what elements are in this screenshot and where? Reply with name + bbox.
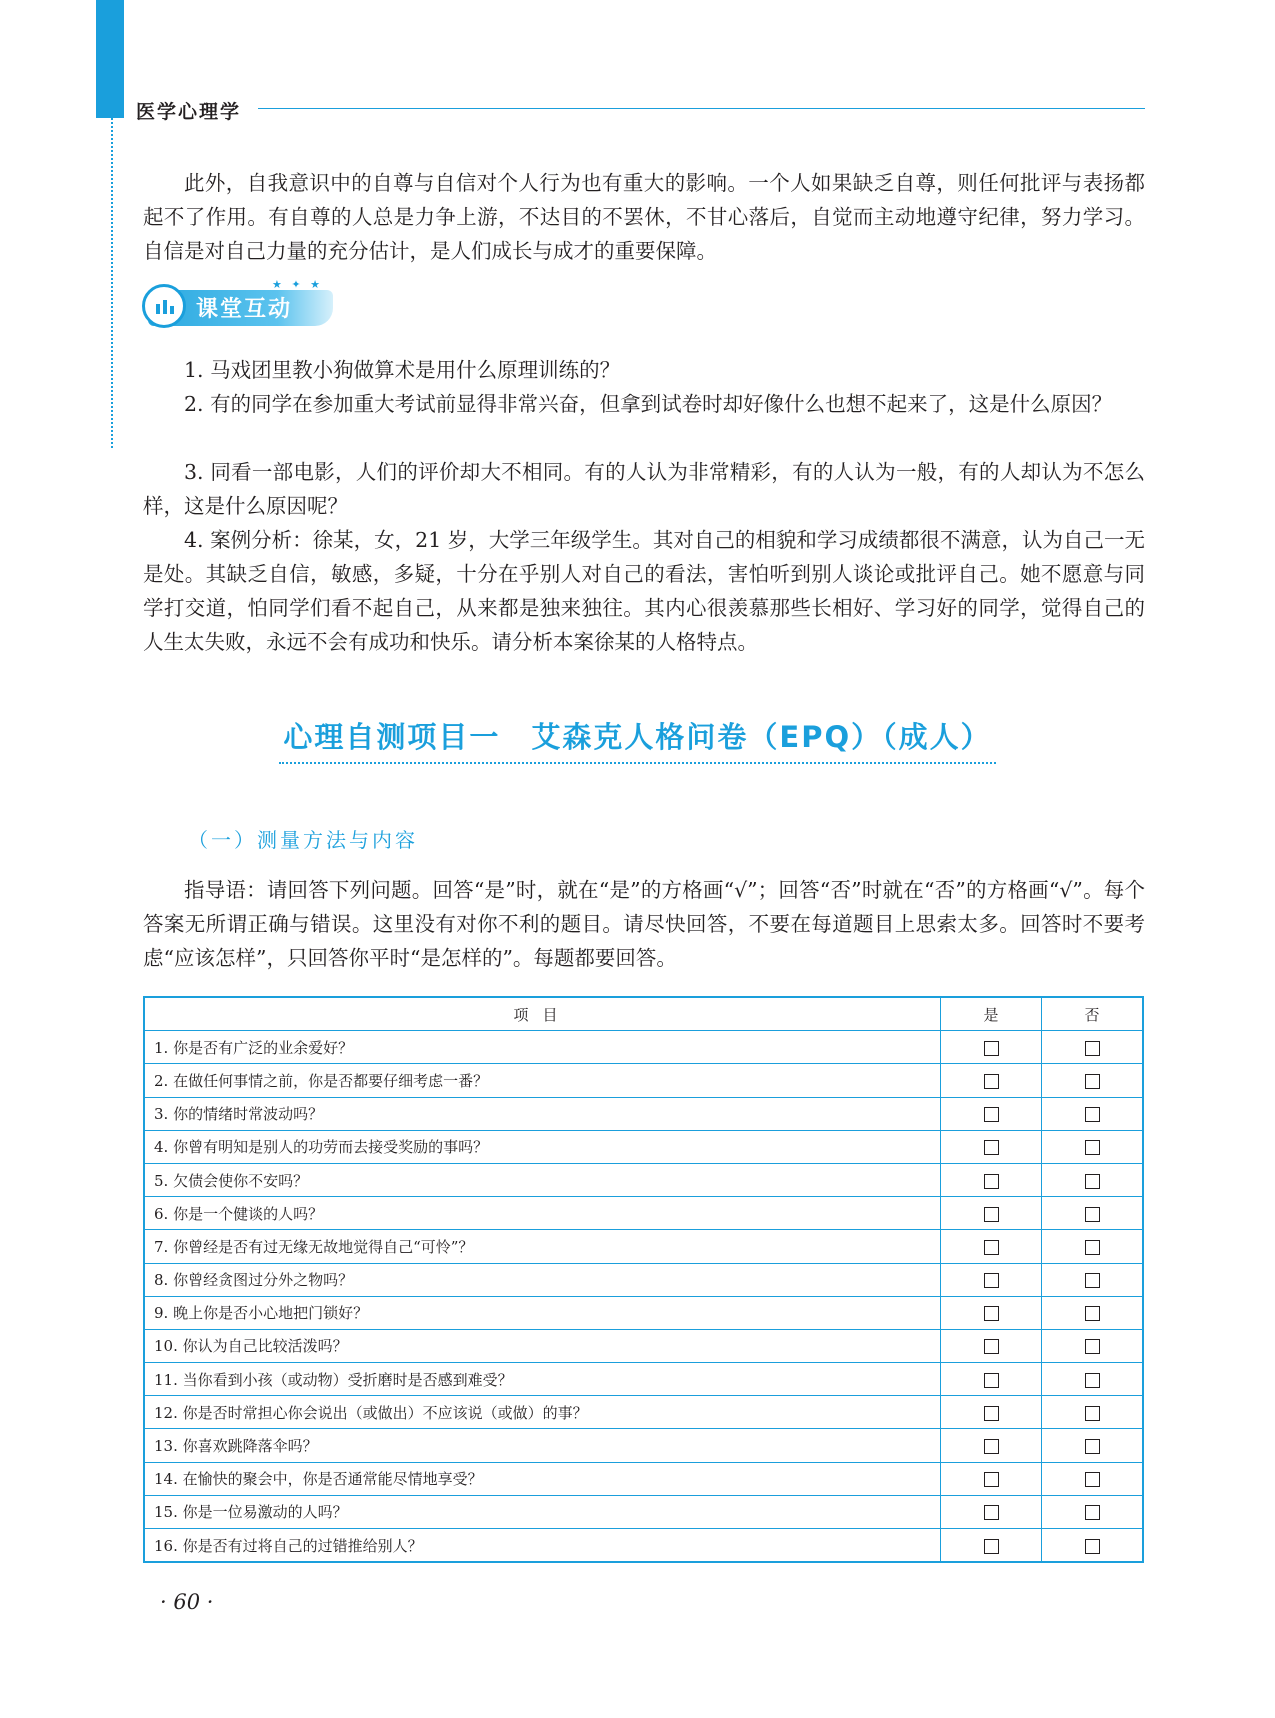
checkbox-yes[interactable] <box>984 1074 999 1089</box>
answer-cell-yes <box>941 1529 1042 1563</box>
answer-cell-yes <box>941 1097 1042 1130</box>
answer-cell-no <box>1042 1529 1144 1563</box>
answer-cell-no <box>1042 1031 1144 1064</box>
checkbox-yes[interactable] <box>984 1207 999 1222</box>
checkbox-no[interactable] <box>1085 1406 1100 1421</box>
checkbox-no[interactable] <box>1085 1373 1100 1388</box>
table-row <box>144 1163 1143 1196</box>
checkbox-yes[interactable] <box>984 1107 999 1122</box>
answer-cell-no <box>1042 1064 1144 1097</box>
checkbox-yes[interactable] <box>984 1472 999 1487</box>
checkbox-yes[interactable] <box>984 1439 999 1454</box>
answer-cell-no <box>1042 1329 1144 1362</box>
question-text: 3. 你的情绪时常波动吗？ <box>144 1097 941 1130</box>
answer-cell-yes <box>941 1296 1042 1329</box>
answer-cell-yes <box>941 1197 1042 1230</box>
side-dotted-line <box>111 118 113 448</box>
badge-label: 课堂互动 <box>196 297 293 322</box>
checkbox-no[interactable] <box>1085 1240 1100 1255</box>
table-row <box>144 1429 1143 1462</box>
checkbox-yes[interactable] <box>984 1373 999 1388</box>
answer-cell-yes <box>941 1329 1042 1362</box>
question-3: 3. 同看一部电影，人们的评价却大不相同。有的人认为非常精彩，有的人认为一般，有的人却认为不怎么样，这是什么原因呢？ <box>143 460 1145 518</box>
badge-icon-circle <box>142 284 186 328</box>
answer-cell-no <box>1042 1197 1144 1230</box>
question-text: 15. 你是一位易激动的人吗？ <box>144 1495 941 1528</box>
table-row <box>144 1363 1143 1396</box>
table-row <box>144 1097 1143 1130</box>
checkbox-yes[interactable] <box>984 1539 999 1554</box>
checkbox-yes[interactable] <box>984 1339 999 1354</box>
checkbox-no[interactable] <box>1085 1107 1100 1122</box>
page-number: · 60 · <box>160 1590 214 1614</box>
question-text: 14. 在愉快的聚会中，你是否通常能尽情地享受？ <box>144 1462 941 1495</box>
table-header-row <box>144 997 1143 1031</box>
table-row <box>144 1197 1143 1230</box>
answer-cell-no <box>1042 1462 1144 1495</box>
table-row <box>144 1296 1143 1329</box>
question-text: 7. 你曾经是否有过无缘无故地觉得自己“可怜”？ <box>144 1230 941 1263</box>
column-header-yes: 是 <box>941 997 1042 1031</box>
checkbox-no[interactable] <box>1085 1140 1100 1155</box>
column-header-no: 否 <box>1042 997 1144 1031</box>
question-text: 6. 你是一个健谈的人吗？ <box>144 1197 941 1230</box>
answer-cell-yes <box>941 1429 1042 1462</box>
table-row <box>144 1495 1143 1528</box>
answer-cell-no <box>1042 1263 1144 1296</box>
checkbox-yes[interactable] <box>984 1140 999 1155</box>
checkbox-no[interactable] <box>1085 1273 1100 1288</box>
checkbox-no[interactable] <box>1085 1041 1100 1056</box>
section-title <box>0 715 1275 764</box>
table-row <box>144 1329 1143 1362</box>
epq-questionnaire-table <box>143 996 1144 1563</box>
answer-cell-yes <box>941 1230 1042 1263</box>
checkbox-no[interactable] <box>1085 1174 1100 1189</box>
answer-cell-yes <box>941 1163 1042 1196</box>
question-text: 16. 你是否有过将自己的过错推给别人？ <box>144 1529 941 1563</box>
question-text: 1. 你是否有广泛的业余爱好？ <box>144 1031 941 1064</box>
column-header-item: 项目 <box>144 997 941 1031</box>
star-decoration-icon: ★ ✦ ★ <box>272 278 323 291</box>
answer-cell-no <box>1042 1495 1144 1528</box>
question-text: 10. 你认为自己比较活泼吗？ <box>144 1329 941 1362</box>
answer-cell-no <box>1042 1429 1144 1462</box>
question-1: 1. 马戏团里教小狗做算术是用什么原理训练的？ <box>184 358 621 382</box>
header-rule <box>258 108 1145 109</box>
answer-cell-yes <box>941 1396 1042 1429</box>
checkbox-no[interactable] <box>1085 1505 1100 1520</box>
answer-cell-no <box>1042 1396 1144 1429</box>
checkbox-yes[interactable] <box>984 1406 999 1421</box>
answer-cell-no <box>1042 1163 1144 1196</box>
question-text: 9. 晚上你是否小心地把门锁好？ <box>144 1296 941 1329</box>
table-row <box>144 1263 1143 1296</box>
table-row <box>144 1031 1143 1064</box>
table-row <box>144 1064 1143 1097</box>
checkbox-no[interactable] <box>1085 1207 1100 1222</box>
checkbox-yes[interactable] <box>984 1240 999 1255</box>
answer-cell-no <box>1042 1363 1144 1396</box>
table-body <box>144 1031 1143 1563</box>
answer-cell-no <box>1042 1130 1144 1163</box>
checkbox-yes[interactable] <box>984 1174 999 1189</box>
checkbox-yes[interactable] <box>984 1505 999 1520</box>
side-accent-bar <box>96 0 124 118</box>
answer-cell-no <box>1042 1296 1144 1329</box>
checkbox-no[interactable] <box>1085 1472 1100 1487</box>
table-row <box>144 1462 1143 1495</box>
answer-cell-yes <box>941 1130 1042 1163</box>
answer-cell-yes <box>941 1495 1042 1528</box>
running-header-title: 医学心理学 <box>136 101 242 123</box>
question-text: 2. 在做任何事情之前，你是否都要仔细考虑一番？ <box>144 1064 941 1097</box>
question-text: 13. 你喜欢跳降落伞吗？ <box>144 1429 941 1462</box>
table-row <box>144 1230 1143 1263</box>
checkbox-no[interactable] <box>1085 1306 1100 1321</box>
checkbox-yes[interactable] <box>984 1041 999 1056</box>
question-text: 5. 欠债会使你不安吗？ <box>144 1163 941 1196</box>
table-row <box>144 1130 1143 1163</box>
checkbox-no[interactable] <box>1085 1339 1100 1354</box>
answer-cell-yes <box>941 1462 1042 1495</box>
classroom-interaction-badge <box>142 278 342 332</box>
instructions-paragraph: 指导语：请回答下列问题。回答“是”时，就在“是”的方格画“√”；回答“否”时就在“否”的方格画“√”。每个答案无所谓正确与错误。这里没有对你不利的题目。请尽快回答，不要在每道题目上思索太多。回答时不要考虑“应该怎样”，只回答你平时“是怎样的”。每题都要回答。 <box>143 878 1145 970</box>
answer-cell-no <box>1042 1230 1144 1263</box>
answer-cell-yes <box>941 1031 1042 1064</box>
table-row <box>144 1396 1143 1429</box>
intro-paragraph: 此外，自我意识中的自尊与自信对个人行为也有重大的影响。一个人如果缺乏自尊，则任何批评与表扬都起不了作用。有自尊的人总是力争上游，不达目的不罢休，不甘心落后，自觉而主动地遵守纪律，努力学习。自信是对自己力量的充分估计，是人们成长与成才的重要保障。 <box>143 171 1145 263</box>
answer-cell-yes <box>941 1263 1042 1296</box>
question-2: 2. 有的同学在参加重大考试前显得非常兴奋，但拿到试卷时却好像什么也想不起来了，这是什么原因？ <box>184 392 1113 416</box>
question-text: 8. 你曾经贪图过分外之物吗？ <box>144 1263 941 1296</box>
checkbox-yes[interactable] <box>984 1306 999 1321</box>
checkbox-no[interactable] <box>1085 1439 1100 1454</box>
checkbox-yes[interactable] <box>984 1273 999 1288</box>
checkbox-no[interactable] <box>1085 1539 1100 1554</box>
answer-cell-yes <box>941 1064 1042 1097</box>
section-subtitle: （一）测量方法与内容 <box>188 828 418 852</box>
checkbox-no[interactable] <box>1085 1074 1100 1089</box>
section-title-text: 心理自测项目一 艾森克人格问卷（EPQ）（成人） <box>279 715 995 764</box>
table-row <box>144 1529 1143 1563</box>
question-text: 11. 当你看到小孩（或动物）受折磨时是否感到难受？ <box>144 1363 941 1396</box>
bar-chart-icon <box>155 297 175 315</box>
answer-cell-no <box>1042 1097 1144 1130</box>
question-text: 12. 你是否时常担心你会说出（或做出）不应该说（或做）的事？ <box>144 1396 941 1429</box>
answer-cell-yes <box>941 1363 1042 1396</box>
question-4: 4. 案例分析：徐某，女，21 岁，大学三年级学生。其对自己的相貌和学习成绩都很不满意，认为自己一无是处。其缺乏自信，敏感，多疑，十分在乎别人对自己的看法，害怕听到别人谈论或批评自己。她不愿意与同学打交道，怕同学们看不起自己，从来都是独来独往。其内心很羡慕那些长相好、学习好的同学，觉得自己的人生太失败，永远不会有成功和快乐。请分析本案徐某的人格特点。 <box>143 528 1145 654</box>
question-text: 4. 你曾有明知是别人的功劳而去接受奖励的事吗？ <box>144 1130 941 1163</box>
